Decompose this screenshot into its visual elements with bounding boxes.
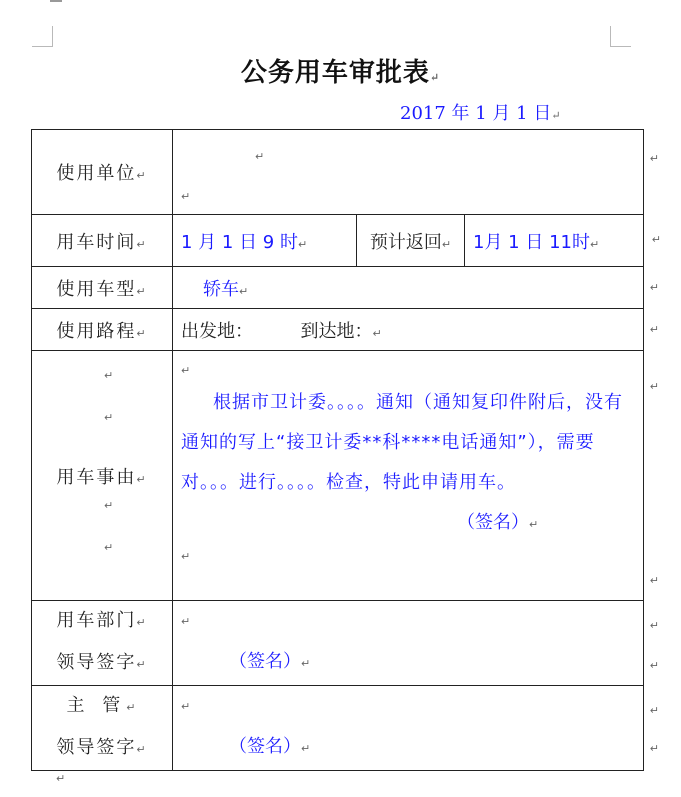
end-paragraph-mark: ↵	[56, 772, 66, 785]
row-dept	[32, 601, 644, 686]
row-time	[32, 215, 644, 267]
page-top-mark	[50, 0, 62, 2]
route-from-label: 出发地：	[181, 320, 253, 342]
label-time: 用车时间↵	[32, 215, 173, 267]
approval-form-table	[31, 129, 661, 771]
row-head	[32, 686, 644, 771]
label-return: 预计返回↵	[357, 215, 465, 267]
unit-field[interactable]: ↵ ↵ ↵	[173, 130, 644, 215]
label-dept: 用车部门↵ 领导签字↵	[32, 601, 173, 686]
label-unit: 使用单位↵	[32, 130, 173, 215]
label-head: 主 管↵ 领导签字↵	[32, 686, 173, 771]
label-route: 使用路程↵	[32, 309, 173, 351]
margin-corner-top-right	[610, 26, 631, 47]
row-unit	[32, 130, 644, 215]
dept-signature-field[interactable]: ↵ （签名）↵ ↵ ↵	[173, 601, 644, 686]
model-field[interactable]: 轿车↵ ↵	[173, 267, 644, 309]
label-reason: ↵ ↵ 用车事由↵ ↵ ↵	[32, 351, 173, 601]
row-route	[32, 309, 644, 351]
document-title: 公务用车审批表↵	[240, 58, 441, 88]
head-signature-field[interactable]: ↵ （签名）↵ ↵ ↵	[173, 686, 644, 771]
reason-field[interactable]: ↵ 根据市卫计委。。。。通知（通知复印件附后，没有通知的写上“接卫计委**科****电话通知”），需要对。。。进行。。。。检查，特此申请用车。 （签名）↵ ↵ ↵ ↵	[173, 351, 644, 601]
route-field[interactable]: 出发地： 到达地：↵ ↵	[173, 309, 644, 351]
row-reason	[32, 351, 644, 601]
label-model: 使用车型↵	[32, 267, 173, 309]
reason-text[interactable]: 根据市卫计委。。。。通知（通知复印件附后，没有通知的写上“接卫计委**科****电话通知”），需要对。。。进行。。。。检查，特此申请用车。	[181, 392, 623, 493]
time-field[interactable]: 1 月 1 日 9 时↵	[173, 215, 357, 267]
route-to-label: 到达地：	[300, 320, 373, 342]
row-model	[32, 267, 644, 309]
approval-date[interactable]: 2017 年 1 月 1 日↵	[400, 103, 561, 124]
margin-corner-top-left	[32, 26, 53, 47]
reason-signature[interactable]: （签名）↵	[457, 512, 539, 533]
return-time-field[interactable]: 1月 1 日 11时↵ ↵	[465, 215, 644, 267]
